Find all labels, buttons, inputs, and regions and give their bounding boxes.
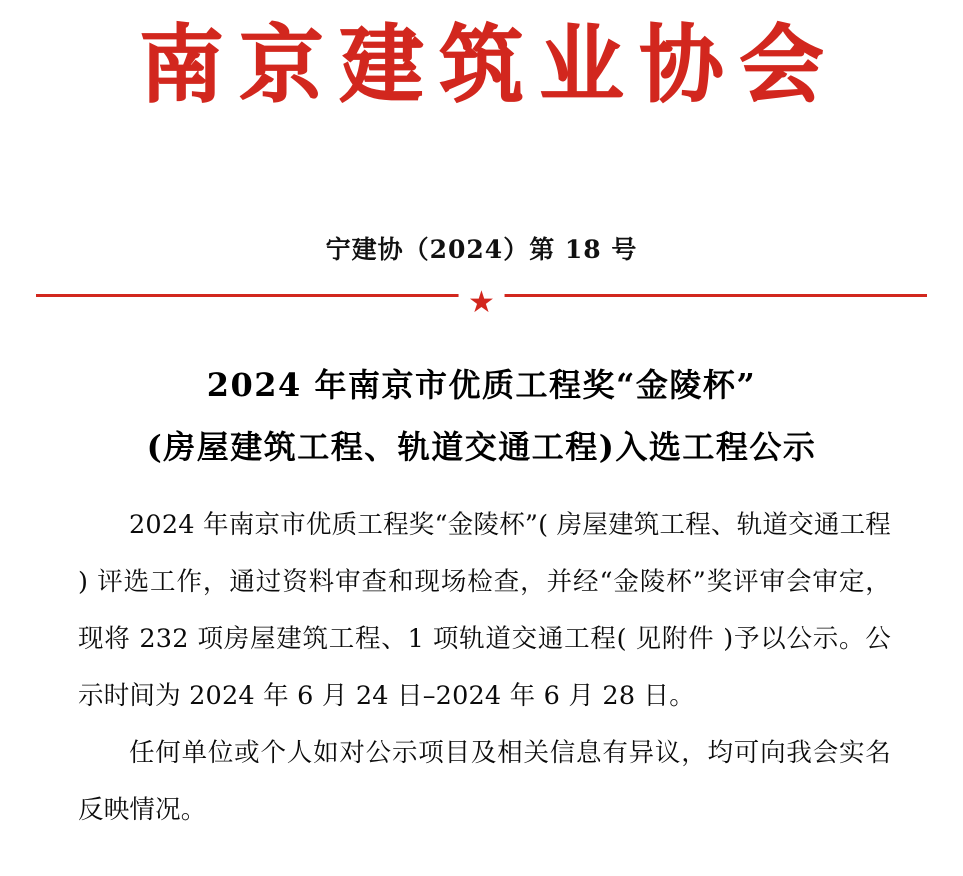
masthead [0,0,963,112]
star-icon: ★ [458,288,505,318]
paragraph-2: 任何单位或个人如对公示项目及相关信息有异议，均可向我会实名反映情况。 [78,737,891,825]
page-title-line-1: 2024 年南京市优质工程奖“金陵杯” [206,366,757,405]
page-title-line-2: (房屋建筑工程、轨道交通工程)入选工程公示 [146,428,817,467]
organization-title: 南京建筑业协会 [139,15,840,114]
page-title [0,354,963,479]
document-number: 宁建协（2024）第 18 号 [325,235,638,265]
paragraph-1: 2024 年南京市优质工程奖“金陵杯”( 房屋建筑工程、轨道交通工程 ) 评选工作，通过资料审查和现场检查，并经“金陵杯”奖评审会审定，现将 232 项房屋建筑工程、1 项轨道交通工程( 见附件 )予以公示。公示时间为 2024 年 6 月 24 日–2024 年 6 月 28 日。 [78,509,891,711]
body-content [78,497,891,839]
red-separator [0,286,963,320]
